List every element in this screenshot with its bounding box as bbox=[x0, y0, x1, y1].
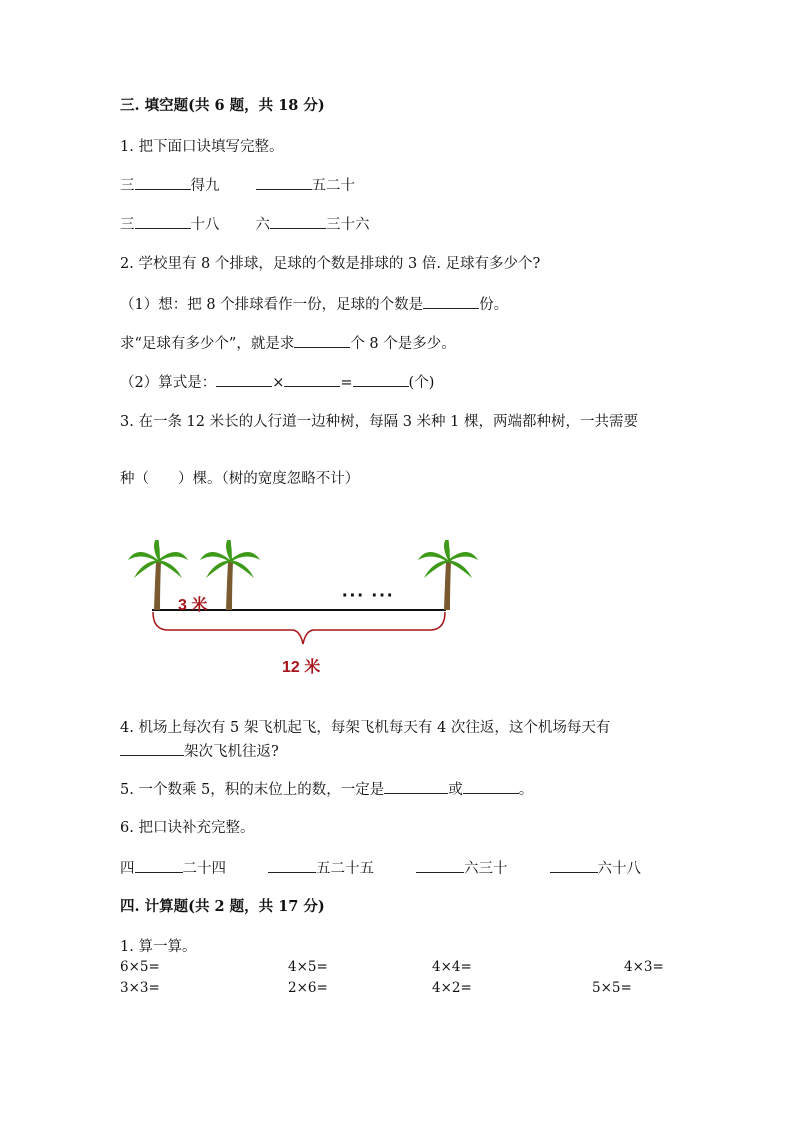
calc-item: 6×5= bbox=[120, 959, 160, 975]
tree-trunk bbox=[226, 562, 233, 610]
tree-leaf bbox=[418, 552, 448, 562]
q1-r2-text-2: 十八 bbox=[190, 217, 220, 233]
q1-r1-text-1: 三 bbox=[120, 178, 135, 194]
q6-blank-3[interactable] bbox=[416, 858, 464, 873]
q5-blank-2[interactable] bbox=[463, 779, 519, 794]
tree-leaf bbox=[448, 552, 478, 562]
tree-leaf bbox=[230, 560, 254, 578]
total-length-brace bbox=[153, 612, 445, 644]
tree-leaf bbox=[230, 552, 260, 562]
q6-text-2: 二十四 bbox=[182, 861, 226, 877]
q2-line-1 bbox=[120, 294, 508, 315]
tree-leaf bbox=[158, 552, 188, 562]
q1-r2-blank-2[interactable] bbox=[270, 214, 326, 229]
q1-row-2 bbox=[120, 214, 370, 235]
q1-r1-text-3: 五二十 bbox=[311, 178, 355, 194]
tree-leaf bbox=[448, 560, 472, 578]
q2-prompt: 2. 学校里有 8 个排球，足球的个数是排球的 3 倍. 足球有多少个? bbox=[120, 256, 541, 272]
total-label: 12 米 bbox=[282, 659, 321, 676]
palm-tree-icon bbox=[200, 540, 260, 610]
q2-l1-blank[interactable] bbox=[423, 294, 479, 309]
calc-item: 4×4= bbox=[432, 959, 472, 975]
calc-item: 2×6= bbox=[288, 980, 328, 996]
q1-r2-blank-1[interactable] bbox=[135, 214, 191, 229]
tree-trunk bbox=[154, 562, 161, 610]
q2-line-3 bbox=[120, 372, 434, 393]
tree-leaf bbox=[134, 560, 158, 578]
interval-label: 3 米 bbox=[178, 597, 208, 614]
q6-text-4: 六三十 bbox=[464, 861, 508, 877]
q2-l2-post: 个 8 个是多少。 bbox=[350, 336, 456, 352]
q2-l3-blank-2[interactable] bbox=[284, 372, 340, 387]
calc-item: 4×3= bbox=[624, 959, 664, 975]
q5-mid: 或 bbox=[448, 782, 463, 798]
q1-prompt: 1. 把下面口诀填写完整。 bbox=[120, 139, 284, 155]
q1-r1-blank-1[interactable] bbox=[135, 175, 191, 190]
tree-leaf bbox=[154, 540, 160, 560]
q1-r2-text-4: 三十六 bbox=[326, 217, 370, 233]
q6-blank-2[interactable] bbox=[268, 858, 316, 873]
tree-planting-diagram bbox=[120, 540, 490, 680]
q6-blank-1[interactable] bbox=[135, 858, 183, 873]
q4-line-2 bbox=[120, 741, 279, 762]
q6-row bbox=[120, 858, 641, 879]
q2-equals: = bbox=[340, 375, 353, 391]
tree-leaf bbox=[128, 552, 158, 562]
q2-unit: (个) bbox=[408, 375, 435, 391]
tree-leaf bbox=[206, 560, 230, 578]
q1-r2-text-1: 三 bbox=[120, 217, 135, 233]
q6-text-3: 五二十五 bbox=[316, 861, 374, 877]
q4-blank[interactable] bbox=[120, 741, 184, 756]
q3-line-2: 种（ ）棵。（树的宽度忽略不计） bbox=[120, 471, 360, 487]
q2-l3-pre: （2）算式是： bbox=[120, 375, 217, 391]
q2-l1-post: 份。 bbox=[479, 297, 509, 313]
q1-row-1 bbox=[120, 175, 355, 196]
q2-l3-blank-1[interactable] bbox=[216, 372, 272, 387]
ellipsis-dots: ··· ··· bbox=[342, 585, 395, 607]
calc-item: 3×3= bbox=[120, 980, 160, 996]
q2-times: × bbox=[272, 375, 285, 391]
q3-prompt: 3. 在一条 12 米长的人行道一边种树，每隔 3 米种 1 棵，两端都种树，一共需要 bbox=[120, 414, 638, 430]
tree-leaf bbox=[444, 540, 450, 560]
q6-blank-4[interactable] bbox=[550, 858, 598, 873]
section-4-title: 四. 计算题(共 2 题，共 17 分) bbox=[120, 898, 325, 915]
q4-l2-post: 架次飞机往返? bbox=[184, 744, 279, 760]
calc-item: 5×5= bbox=[592, 980, 632, 996]
q1-r2-text-3: 六 bbox=[255, 217, 270, 233]
tree-trunk bbox=[444, 562, 451, 610]
q1-r1-blank-2[interactable] bbox=[256, 175, 312, 190]
calc-item: 4×5= bbox=[288, 959, 328, 975]
tree-leaf bbox=[226, 540, 232, 560]
q6-text-5: 六十八 bbox=[597, 861, 641, 877]
q1-r1-text-2: 得九 bbox=[190, 178, 220, 194]
q2-l2-blank[interactable] bbox=[294, 333, 350, 348]
q4-prompt: 4. 机场上每次有 5 架飞机起飞，每架飞机每天有 4 次往返，这个机场每天有 bbox=[120, 720, 611, 736]
q5-pre: 5. 一个数乘 5，积的末位上的数，一定是 bbox=[120, 782, 385, 798]
q5-blank-1[interactable] bbox=[384, 779, 448, 794]
q5-line bbox=[120, 779, 533, 800]
tree-leaf bbox=[158, 560, 182, 578]
q2-line-2 bbox=[120, 333, 456, 354]
q2-l3-blank-3[interactable] bbox=[353, 372, 409, 387]
palm-tree-icon bbox=[418, 540, 478, 610]
calc-prompt: 1. 算一算。 bbox=[120, 939, 197, 955]
q6-text-1: 四 bbox=[120, 861, 135, 877]
q5-post: 。 bbox=[518, 782, 534, 798]
tree-leaf bbox=[424, 560, 448, 578]
calc-item: 4×2= bbox=[432, 980, 472, 996]
section-3-title: 三. 填空题(共 6 题，共 18 分) bbox=[120, 97, 325, 114]
tree-leaf bbox=[200, 552, 230, 562]
q6-prompt: 6. 把口诀补充完整。 bbox=[120, 820, 255, 836]
q2-l1-pre: （1）想：把 8 个排球看作一份，足球的个数是 bbox=[120, 297, 424, 313]
q2-l2-pre: 求“足球有多少个”，就是求 bbox=[120, 336, 295, 352]
